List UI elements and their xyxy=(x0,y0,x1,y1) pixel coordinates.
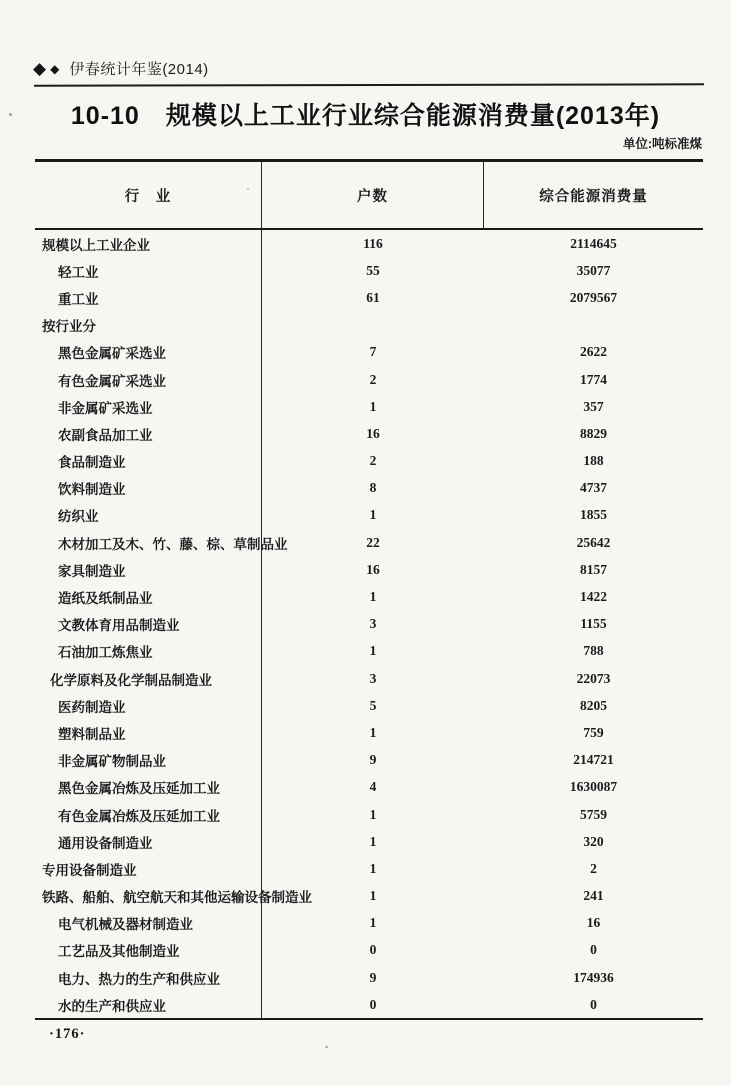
energy-cell: 5759 xyxy=(580,806,607,822)
industry-cell: 电气机械及器材制造业 xyxy=(35,910,262,937)
table-row xyxy=(35,883,703,910)
column-header-count: 户数 xyxy=(262,162,484,228)
industry-cell: 有色金属矿采选业 xyxy=(35,366,262,393)
count-cell: 3 xyxy=(369,670,377,686)
scan-speck xyxy=(9,113,12,116)
table-row xyxy=(35,257,703,284)
count-cell: 16 xyxy=(366,561,380,577)
table-row xyxy=(35,420,703,447)
energy-cell: 25642 xyxy=(576,534,611,550)
energy-cell: 1155 xyxy=(580,616,607,632)
table-row xyxy=(35,991,703,1018)
table-row xyxy=(35,312,703,339)
table-row xyxy=(35,230,703,257)
count-cell: 116 xyxy=(363,235,383,251)
industry-cell: 农副食品加工业 xyxy=(35,420,262,447)
energy-cell: 0 xyxy=(590,996,597,1012)
table-row xyxy=(35,774,703,801)
industry-cell: 通用设备制造业 xyxy=(35,828,262,855)
count-cell: 1 xyxy=(369,806,377,822)
table-row xyxy=(35,393,703,420)
table-body xyxy=(35,230,703,1020)
table-row xyxy=(35,937,703,964)
energy-cell: 788 xyxy=(583,643,604,659)
running-head xyxy=(33,58,209,79)
table-row xyxy=(35,284,703,311)
table-row xyxy=(35,801,703,828)
count-cell: 4 xyxy=(369,779,377,795)
table-row xyxy=(35,366,703,393)
energy-cell: 22073 xyxy=(576,670,611,686)
count-cell: 1 xyxy=(369,888,377,904)
table-row xyxy=(35,556,703,583)
energy-cell: 1422 xyxy=(580,589,607,605)
energy-cell: 759 xyxy=(583,724,604,740)
energy-cell: 8157 xyxy=(580,561,607,577)
industry-cell: 水的生产和供应业 xyxy=(35,991,262,1018)
energy-cell: 1855 xyxy=(580,507,607,523)
energy-cell: 4737 xyxy=(580,480,607,496)
industry-cell: 石油加工炼焦业 xyxy=(35,638,262,665)
industry-cell: 食品制造业 xyxy=(35,448,262,475)
industry-cell: 黑色金属矿采选业 xyxy=(35,339,262,366)
energy-cell: 2622 xyxy=(580,344,607,360)
industry-cell: 塑料制品业 xyxy=(35,719,262,746)
energy-cell: 35077 xyxy=(576,262,611,278)
energy-cell: 8829 xyxy=(580,425,607,441)
industry-cell: 化学原料及化学制品制造业 xyxy=(35,665,262,692)
count-cell: 1 xyxy=(369,833,377,849)
page-number: ·176· xyxy=(49,1026,86,1042)
industry-cell: 专用设备制造业 xyxy=(35,855,262,882)
energy-cell: 1630087 xyxy=(569,779,618,795)
industry-cell: 有色金属冶炼及压延加工业 xyxy=(35,801,262,828)
table-row xyxy=(35,502,703,529)
diamond-icon: ◆ xyxy=(33,59,47,78)
count-cell: 2 xyxy=(369,371,377,387)
table-row xyxy=(35,910,703,937)
industry-cell: 黑色金属冶炼及压延加工业 xyxy=(35,774,262,801)
column-header-energy: 综合能源消费量 xyxy=(539,188,648,205)
count-cell xyxy=(262,312,484,339)
energy-cell: 2 xyxy=(590,860,597,876)
count-cell: 61 xyxy=(366,289,380,305)
energy-cell: 0 xyxy=(590,942,597,958)
count-cell: 1 xyxy=(369,398,377,414)
industry-cell: 铁路、船舶、航空航天和其他运输设备制造业 xyxy=(35,883,262,910)
energy-cell: 2079567 xyxy=(569,289,618,305)
column-header-industry: 行 业 xyxy=(35,162,262,228)
diamond-icon: ◆ xyxy=(50,61,60,76)
count-cell: 22 xyxy=(366,534,380,550)
count-cell: 55 xyxy=(366,262,380,278)
table-row xyxy=(35,828,703,855)
count-cell: 2 xyxy=(369,453,377,469)
count-cell: 16 xyxy=(366,425,380,441)
energy-cell: 174936 xyxy=(573,969,614,985)
industry-cell: 医药制造业 xyxy=(35,692,262,719)
industry-cell: 电力、热力的生产和供应业 xyxy=(35,964,262,991)
energy-cell: 241 xyxy=(583,888,604,904)
count-cell: 0 xyxy=(369,996,377,1012)
unit-note: 单位:吨标准煤 xyxy=(622,137,702,151)
count-cell: 1 xyxy=(369,643,377,659)
scan-speck xyxy=(325,1046,328,1048)
table-row xyxy=(35,855,703,882)
energy-cell: 320 xyxy=(583,833,604,849)
energy-cell: 214721 xyxy=(573,752,614,768)
table-row xyxy=(35,611,703,638)
count-cell: 1 xyxy=(369,915,377,931)
energy-cell: 8205 xyxy=(580,697,607,713)
industry-cell: 木材加工及木、竹、藤、棕、草制品业 xyxy=(35,529,262,556)
count-cell: 3 xyxy=(369,616,377,632)
table-row xyxy=(35,692,703,719)
count-cell: 8 xyxy=(369,480,377,496)
industry-cell: 饮料制造业 xyxy=(35,475,262,502)
energy-cell xyxy=(484,312,703,339)
industry-cell: 家具制造业 xyxy=(35,556,262,583)
scan-speck xyxy=(247,188,249,190)
count-cell: 7 xyxy=(369,344,377,360)
table-row xyxy=(35,529,703,556)
energy-cell: 1774 xyxy=(580,371,607,387)
table-row xyxy=(35,964,703,991)
count-cell: 1 xyxy=(369,507,377,523)
industry-cell: 轻工业 xyxy=(35,257,262,284)
table-row xyxy=(35,719,703,746)
table-header-row xyxy=(35,159,703,230)
table-row xyxy=(35,583,703,610)
table-row xyxy=(35,448,703,475)
industry-cell: 非金属矿采选业 xyxy=(35,393,262,420)
yearbook-title: 伊春统计年鉴(2014) xyxy=(69,61,209,78)
industry-cell: 纺织业 xyxy=(35,502,262,529)
energy-cell: 2114645 xyxy=(570,235,617,251)
industry-cell: 规模以上工业企业 xyxy=(35,230,262,257)
energy-cell: 188 xyxy=(583,453,604,469)
industry-cell: 非金属矿物制品业 xyxy=(35,747,262,774)
industry-cell: 造纸及纸制品业 xyxy=(35,583,262,610)
table-row xyxy=(35,339,703,366)
count-cell: 9 xyxy=(369,752,377,768)
industry-cell: 文教体育用品制造业 xyxy=(35,611,262,638)
energy-cell: 16 xyxy=(586,915,601,931)
table-row xyxy=(35,638,703,665)
count-cell: 5 xyxy=(369,697,377,713)
industry-cell: 工艺品及其他制造业 xyxy=(35,937,262,964)
header-rule xyxy=(34,83,704,86)
industry-cell: 重工业 xyxy=(35,284,262,311)
energy-cell: 357 xyxy=(583,398,604,414)
count-cell: 1 xyxy=(369,589,377,605)
count-cell: 9 xyxy=(369,969,377,985)
count-cell: 1 xyxy=(369,724,377,740)
energy-consumption-table xyxy=(35,159,703,1020)
table-row xyxy=(35,747,703,774)
count-cell: 1 xyxy=(369,860,377,876)
industry-cell: 按行业分 xyxy=(35,312,262,339)
table-row xyxy=(35,475,703,502)
count-cell: 0 xyxy=(369,942,377,958)
page-title: 10-10 规模以上工业行业综合能源消费量(2013年) xyxy=(70,102,661,130)
table-row xyxy=(35,665,703,692)
